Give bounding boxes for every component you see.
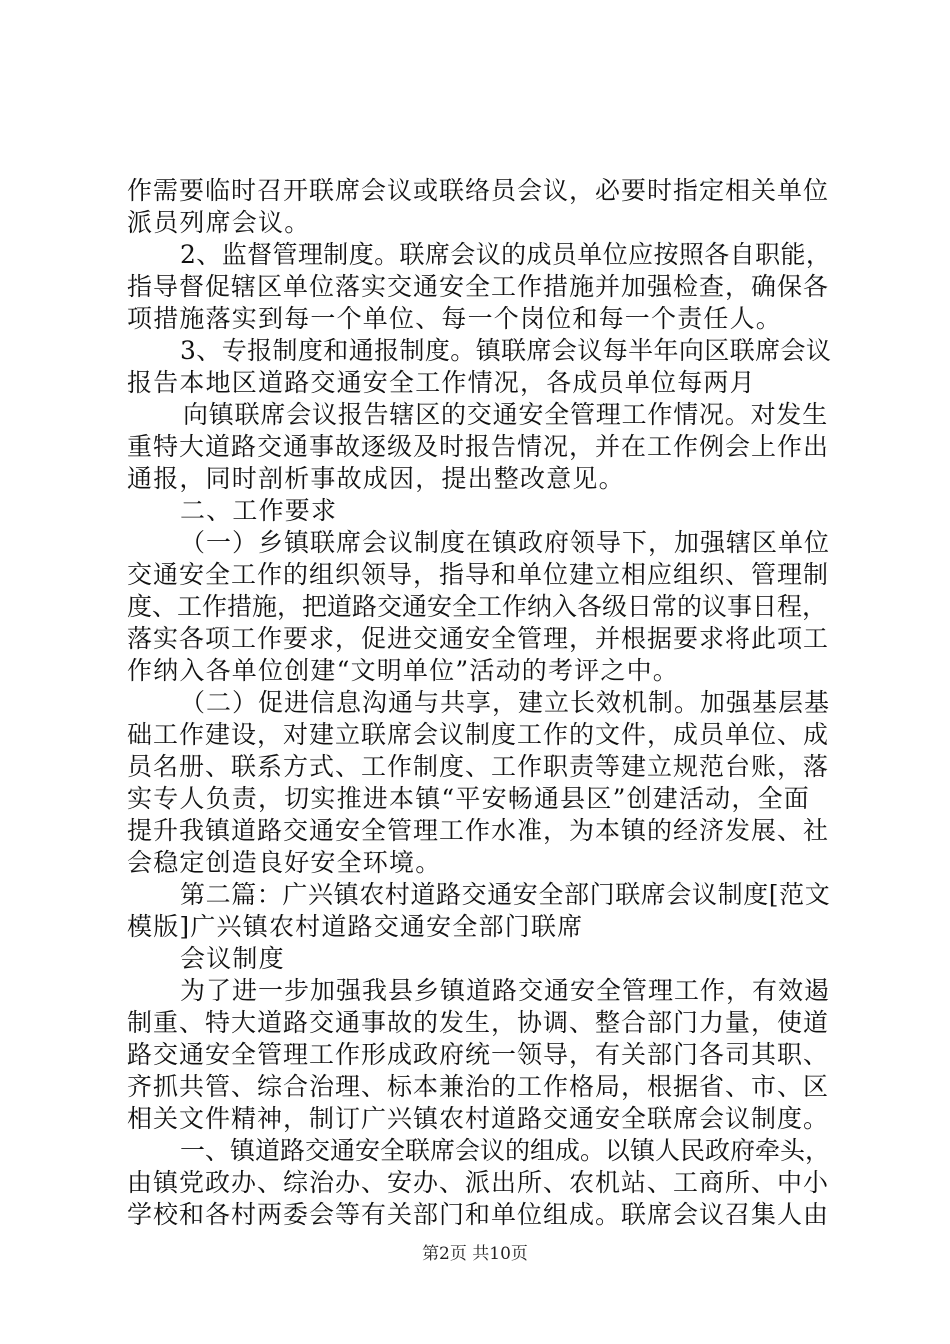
text-line: 向镇联席会议报告辖区的交通安全管理工作情况。对发生	[183, 400, 829, 429]
text-line: 通报，同时剖析事故成因，提出整改意见。	[127, 464, 625, 493]
chapter-title: 模版]广兴镇农村道路交通安全部门联席	[127, 912, 584, 941]
chapter-title: 第二篇：广兴镇农村道路交通安全部门联席会议制度[范文	[180, 880, 831, 909]
text-line: 路交通安全管理工作形成政府统一领导，有关部门各司其职、	[127, 1040, 830, 1069]
text-line: 指导督促辖区单位落实交通安全工作措施并加强检查，确保各	[127, 272, 830, 301]
text-line: 相关文件精神，制订广兴镇农村道路交通安全联席会议制度。	[127, 1104, 830, 1133]
text-line: 齐抓共管、综合治理、标本兼治的工作格局，根据省、市、区	[127, 1072, 830, 1101]
text-line: 制重、特大道路交通事故的发生，协调、整合部门力量，使道	[127, 1008, 830, 1037]
text-line: 作需要临时召开联席会议或联络员会议，必要时指定相关单位	[127, 176, 830, 205]
text-line: 一、镇道路交通安全联席会议的组成。以镇人民政府牵头，	[180, 1136, 831, 1165]
text-line: 会稳定创造良好安全环境。	[127, 848, 442, 877]
chapter-title: 会议制度	[180, 944, 285, 973]
text-line: 由镇党政办、综治办、安办、派出所、农机站、工商所、中小	[127, 1168, 830, 1197]
text-line: 为了进一步加强我县乡镇道路交通安全管理工作，有效遏	[180, 976, 831, 1005]
text-line: 落实各项工作要求，促进交通安全管理，并根据要求将此项工	[127, 624, 830, 653]
text-line: 作纳入各单位创建“文明单位”活动的考评之中。	[127, 656, 679, 685]
text-line: 础工作建设，对建立联席会议制度工作的文件，成员单位、成	[127, 720, 830, 749]
text-line: 项措施落实到每一个单位、每一个岗位和每一个责任人。	[127, 304, 783, 333]
text-line: 实专人负责，切实推进本镇“平安畅通县区”创建活动，全面	[127, 784, 810, 813]
text-line: 员名册、联系方式、工作制度、工作职责等建立规范台账，落	[127, 752, 830, 781]
text-line: 派员列席会议。	[127, 208, 311, 237]
text-line: 度、工作措施，把道路交通安全工作纳入各级日常的议事日程，	[127, 592, 828, 621]
text-line: 重特大道路交通事故逐级及时报告情况，并在工作例会上作出	[127, 432, 830, 461]
text-line: （一）乡镇联席会议制度在镇政府领导下，加强辖区单位	[180, 528, 831, 557]
text-line: 报告本地区道路交通安全工作情况，各成员单位每两月	[127, 368, 756, 397]
page-number-footer: 第2页 共10页	[422, 1244, 528, 1264]
text-line: 提升我镇道路交通安全管理工作水准，为本镇的经济发展、社	[127, 816, 830, 845]
text-line: 交通安全工作的组织领导，指导和单位建立相应组织、管理制	[127, 560, 830, 589]
text-line: 学校和各村两委会等有关部门和单位组成。联席会议召集人由	[127, 1200, 830, 1229]
text-line: 3、专报制度和通报制度。镇联席会议每半年向区联席会议	[180, 336, 832, 365]
section-heading: 二、工作要求	[180, 496, 338, 525]
text-line: （二）促进信息沟通与共享，建立长效机制。加强基层基	[180, 688, 831, 717]
text-line: 2、监督管理制度。联席会议的成员单位应按照各自职能，	[180, 240, 832, 269]
